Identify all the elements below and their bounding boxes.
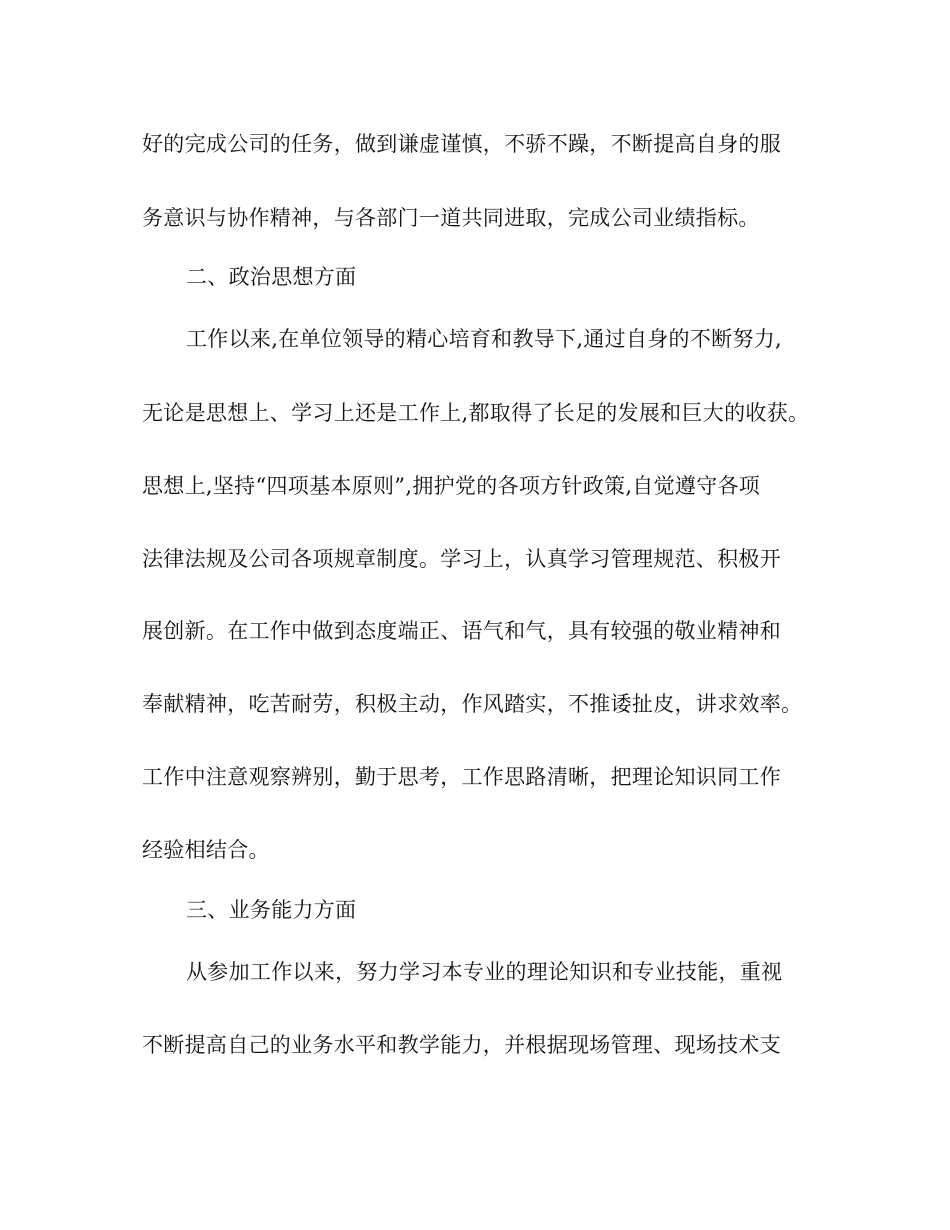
body-text-line: 法律法规及公司各项规章制度。学习上，认真学习管理规范、积极开	[142, 547, 781, 571]
body-text-line: 展创新。在工作中做到态度端正、语气和气，具有较强的敬业精神和	[142, 619, 781, 643]
body-text-line: 经验相结合。	[142, 838, 270, 862]
body-text-line: 工作以来,在单位领导的精心培育和教导下,通过自身的不断努力,	[186, 327, 783, 351]
body-text-line: 从参加工作以来，努力学习本专业的理论知识和专业技能，重视	[186, 960, 783, 984]
body-text-line: 无论是思想上、学习上还是工作上,都取得了长足的发展和巨大的收获。	[142, 401, 810, 425]
body-text-line: 好的完成公司的任务，做到谦虚谨慎，不骄不躁，不断提高自身的服	[142, 132, 781, 156]
body-text-line: 奉献精神，吃苦耐劳，积极主动，作风踏实，不推诿扯皮，讲求效率。	[142, 692, 803, 716]
body-text-line: 务意识与协作精神，与各部门一道共同进取，完成公司业绩指标。	[142, 206, 760, 230]
section-heading-political: 二、政治思想方面	[186, 265, 357, 289]
section-heading-business: 三、业务能力方面	[186, 898, 357, 922]
body-text-line: 工作中注意观察辨别，勤于思考，工作思路清晰，把理论知识同工作	[142, 765, 781, 789]
body-text-line: 不断提高自己的业务水平和教学能力，并根据现场管理、现场技术支	[142, 1033, 781, 1057]
body-text-line: 思想上,坚持“四项基本原则”,拥护党的各项方针政策,自觉遵守各项	[142, 474, 761, 498]
